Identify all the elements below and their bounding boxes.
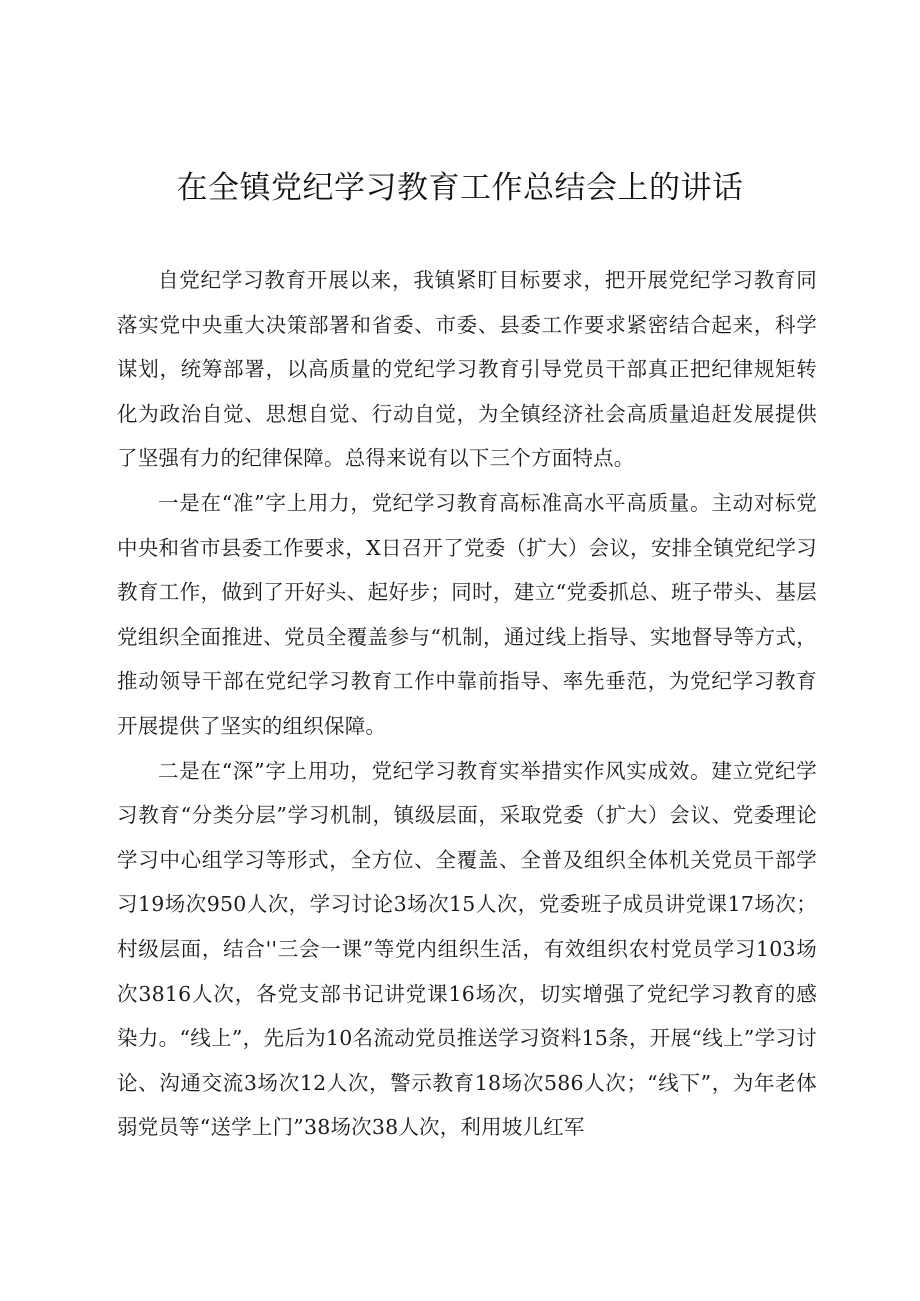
paragraph-point-one: 一是在“准”字上用力，党纪学习教育高标准高水平高质量。主动对标党中央和省市县委工作要求，X日召开了党委（扩大）会议，安排全镇党纪学习教育工作，做到了开好头、起好步；同时，建立“党委抓总、班子带头、基层党组织全面推进、党员全覆盖参与“机制，通过线上指导、实地督导等方式，推动领导干部在党纪学习教育工作中靠前指导、率先垂范，为党纪学习教育开展提供了坚实的组织保障。 — [117, 490, 817, 738]
document-body — [117, 258, 817, 1150]
paragraph-intro: 自党纪学习教育开展以来，我镇紧盯目标要求，把开展党纪学习教育同落实党中央重大决策部署和省委、市委、县委工作要求紧密结合起来，科学谋划，统筹部署，以高质量的党纪学习教育引导党员干部真正把纪律规矩转化为政治自觉、思想自觉、行动自觉，为全镇经济社会高质量追赶发展提供了坚强有力的纪律保障。总得来说有以下三个方面特点。 — [117, 268, 817, 471]
document-title: 在全镇党纪学习教育工作总结会上的讲话 — [176, 170, 744, 206]
paragraph-point-two: 二是在“深”字上用功，党纪学习教育实举措实作风实成效。建立党纪学习教育“分类分层”学习机制，镇级层面，采取党委（扩大）会议、党委理论学习中心组学习等形式，全方位、全覆盖、全普及组织全体机关党员干部学习19场次950人次，学习讨论3场次15人次，党委班子成员讲党课17场次；村级层面，结合''三会一课”等党内组织生活，有效组织农村党员学习103场次3816人次，各党支部书记讲党课16场次，切实增强了党纪学习教育的感染力。“线上”，先后为10名流动党员推送学习资料15条，开展“线上”学习讨论、沟通交流3场次12人次，警示教育18场次586人次；“线下”，为年老体弱党员等“送学上门”38场次38人次，利用坡儿红军 — [117, 758, 817, 1140]
